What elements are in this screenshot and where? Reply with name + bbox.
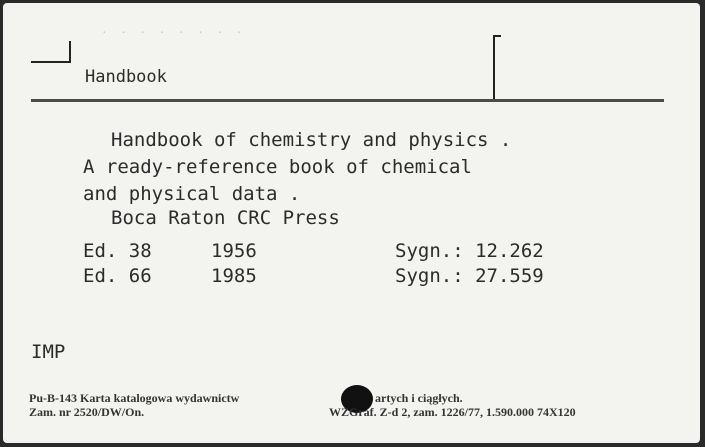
corner-bracket-mark bbox=[31, 41, 71, 63]
entry-title-line3: and physical data . bbox=[83, 183, 301, 205]
footer-line1-right: artych i ciągłych. bbox=[375, 391, 463, 405]
edition-1-year: 1956 bbox=[211, 240, 257, 262]
faded-stamp: · · · · · · · · bbox=[101, 26, 246, 39]
header-divider bbox=[493, 35, 495, 99]
footer-line2-right: WZGraf. Z-d 2, zam. 1226/77, 1.590.000 74X120 bbox=[329, 405, 576, 419]
entry-title-line2: A ready-reference book of chemical bbox=[83, 156, 472, 178]
footer-line2-left: Zam. nr 2520/DW/On. bbox=[29, 405, 145, 419]
edition-1-shelfmark: Sygn.: 12.262 bbox=[395, 240, 544, 262]
edition-1-number: Ed. 38 bbox=[83, 240, 152, 262]
catalog-card bbox=[3, 3, 700, 443]
edition-2-number: Ed. 66 bbox=[83, 265, 152, 287]
header-divider-tick bbox=[493, 35, 501, 37]
edition-2-shelfmark: Sygn.: 27.559 bbox=[395, 265, 544, 287]
entry-publisher: Boca Raton CRC Press bbox=[111, 207, 340, 229]
location-code: IMP bbox=[31, 341, 66, 363]
header-rule bbox=[31, 99, 664, 102]
entry-title-line1: Handbook of chemistry and physics . bbox=[111, 129, 512, 151]
footer-line1-left: Pu-B-143 Karta katalogowa wydawnictw bbox=[29, 391, 240, 405]
edition-2-year: 1985 bbox=[211, 265, 257, 287]
card-header: Handbook bbox=[85, 67, 167, 87]
